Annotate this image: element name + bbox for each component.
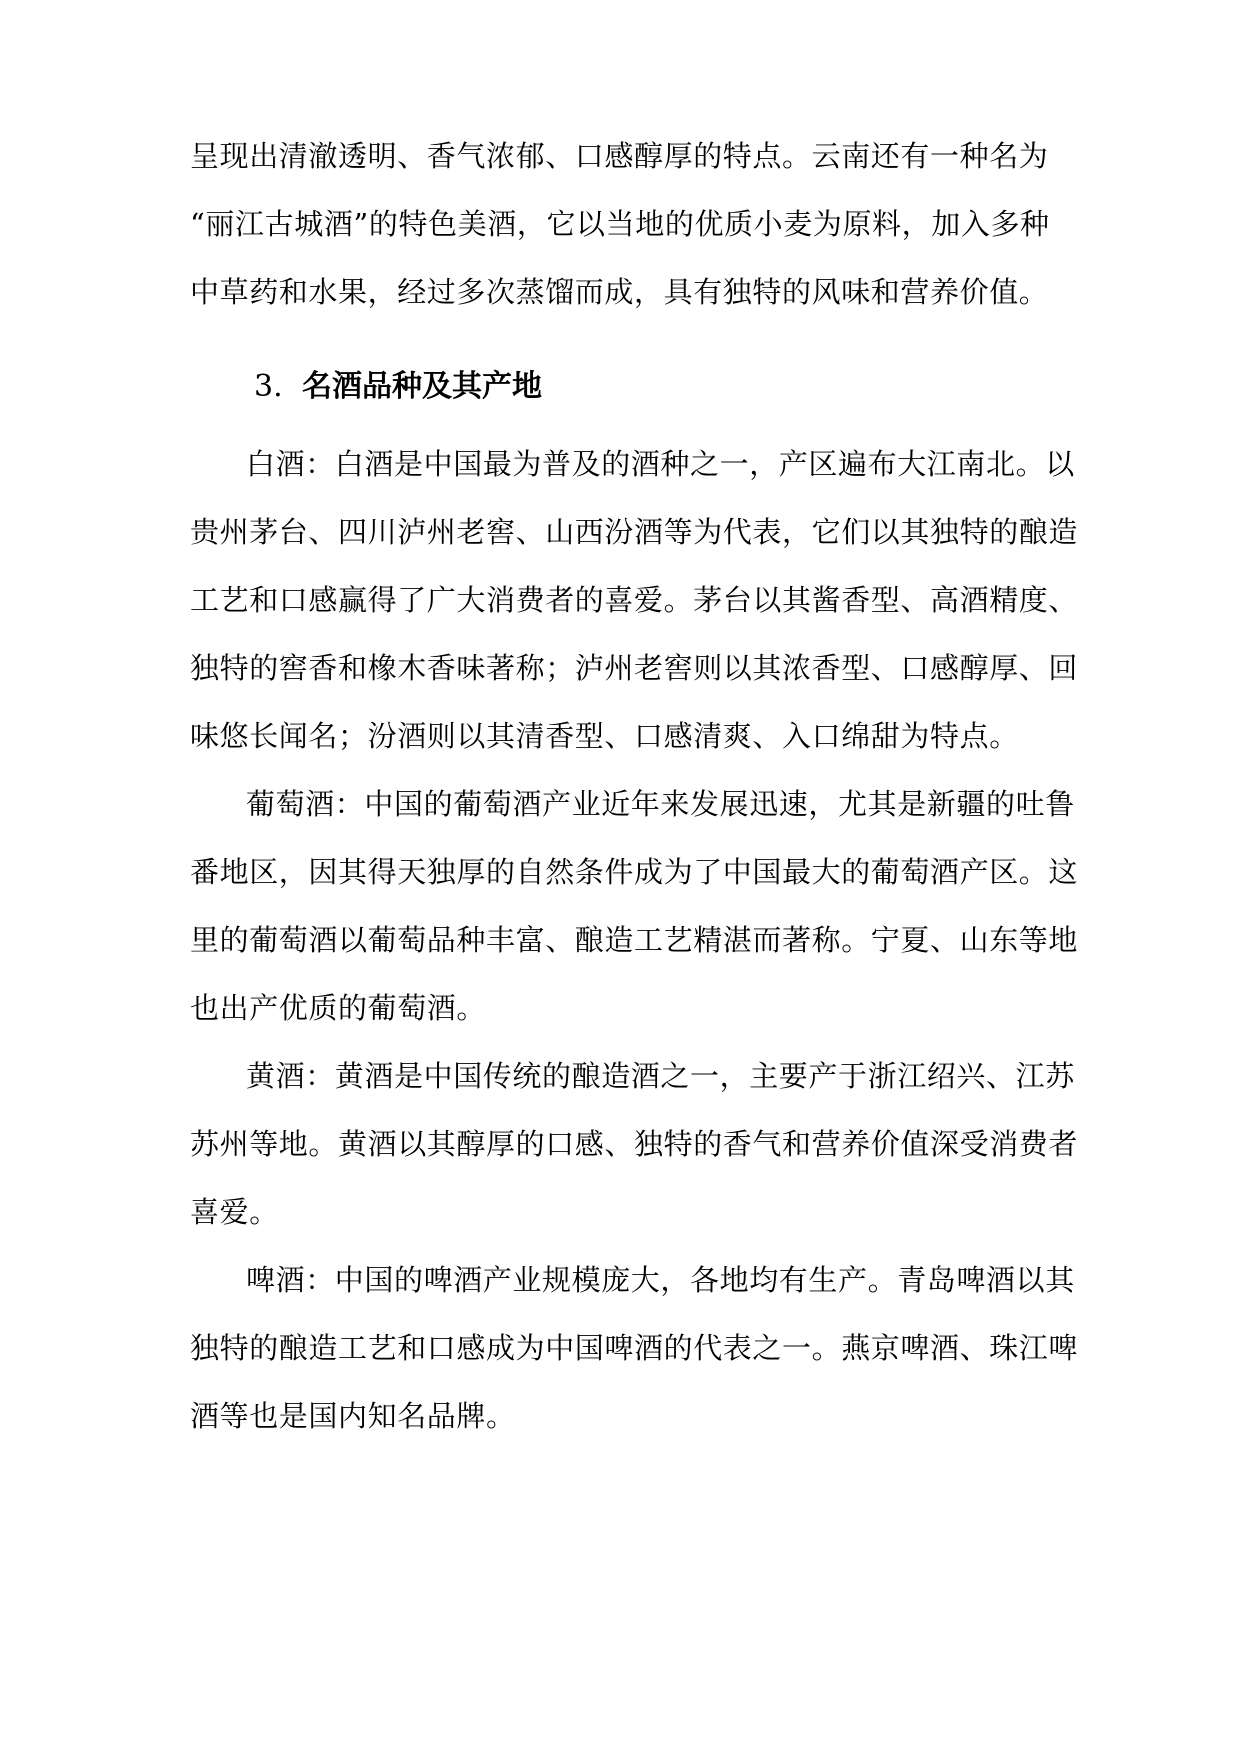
baijiu-paragraph-line: 工艺和口感赢得了广大消费者的喜爱。茅台以其酱香型、高酒精度、 [190,583,1079,617]
pijiu-paragraph-line: 独特的酿造工艺和口感成为中国啤酒的代表之一。燕京啤酒、珠江啤 [190,1331,1079,1365]
baijiu-paragraph-line: 味悠长闻名；汾酒则以其清香型、口感清爽、入口绵甜为特点。 [190,719,1019,753]
pijiu-paragraph-line: 酒等也是国内知名品牌。 [190,1399,516,1433]
putaojiu-paragraph-line: 也出产优质的葡萄酒。 [190,991,487,1025]
baijiu-paragraph-line: 贵州茅台、四川泸州老窖、山西汾酒等为代表，它们以其独特的酿造 [190,515,1079,549]
putaojiu-paragraph-line: 葡萄酒：中国的葡萄酒产业近年来发展迅速，尤其是新疆的吐鲁 [246,787,1075,821]
section-heading [254,366,542,408]
intro-line: 中草药和水果，经过多次蒸馏而成，具有独特的风味和营养价值。 [190,275,1049,309]
putaojiu-paragraph-line: 里的葡萄酒以葡萄品种丰富、酿造工艺精湛而著称。宁夏、山东等地 [190,923,1079,957]
intro-line: 呈现出清澈透明、香气浓郁、口感醇厚的特点。云南还有一种名为 [190,139,1049,173]
huangjiu-paragraph-line: 苏州等地。黄酒以其醇厚的口感、独特的香气和营养价值深受消费者 [190,1127,1079,1161]
section-number: 3. [254,369,283,404]
putaojiu-paragraph-line: 番地区，因其得天独厚的自然条件成为了中国最大的葡萄酒产区。这 [190,855,1079,889]
intro-line: “丽江古城酒”的特色美酒，它以当地的优质小麦为原料，加入多种 [190,207,1050,241]
huangjiu-paragraph-line: 喜爱。 [190,1195,279,1229]
section-title: 名酒品种及其产地 [302,369,542,404]
pijiu-paragraph-line: 啤酒：中国的啤酒产业规模庞大，各地均有生产。青岛啤酒以其 [246,1263,1075,1297]
baijiu-paragraph-line: 独特的窖香和橡木香味著称；泸州老窖则以其浓香型、口感醇厚、回 [190,651,1079,685]
baijiu-paragraph-line: 白酒：白酒是中国最为普及的酒种之一，产区遍布大江南北。以 [246,447,1075,481]
huangjiu-paragraph-line: 黄酒：黄酒是中国传统的酿造酒之一，主要产于浙江绍兴、江苏 [246,1059,1075,1093]
